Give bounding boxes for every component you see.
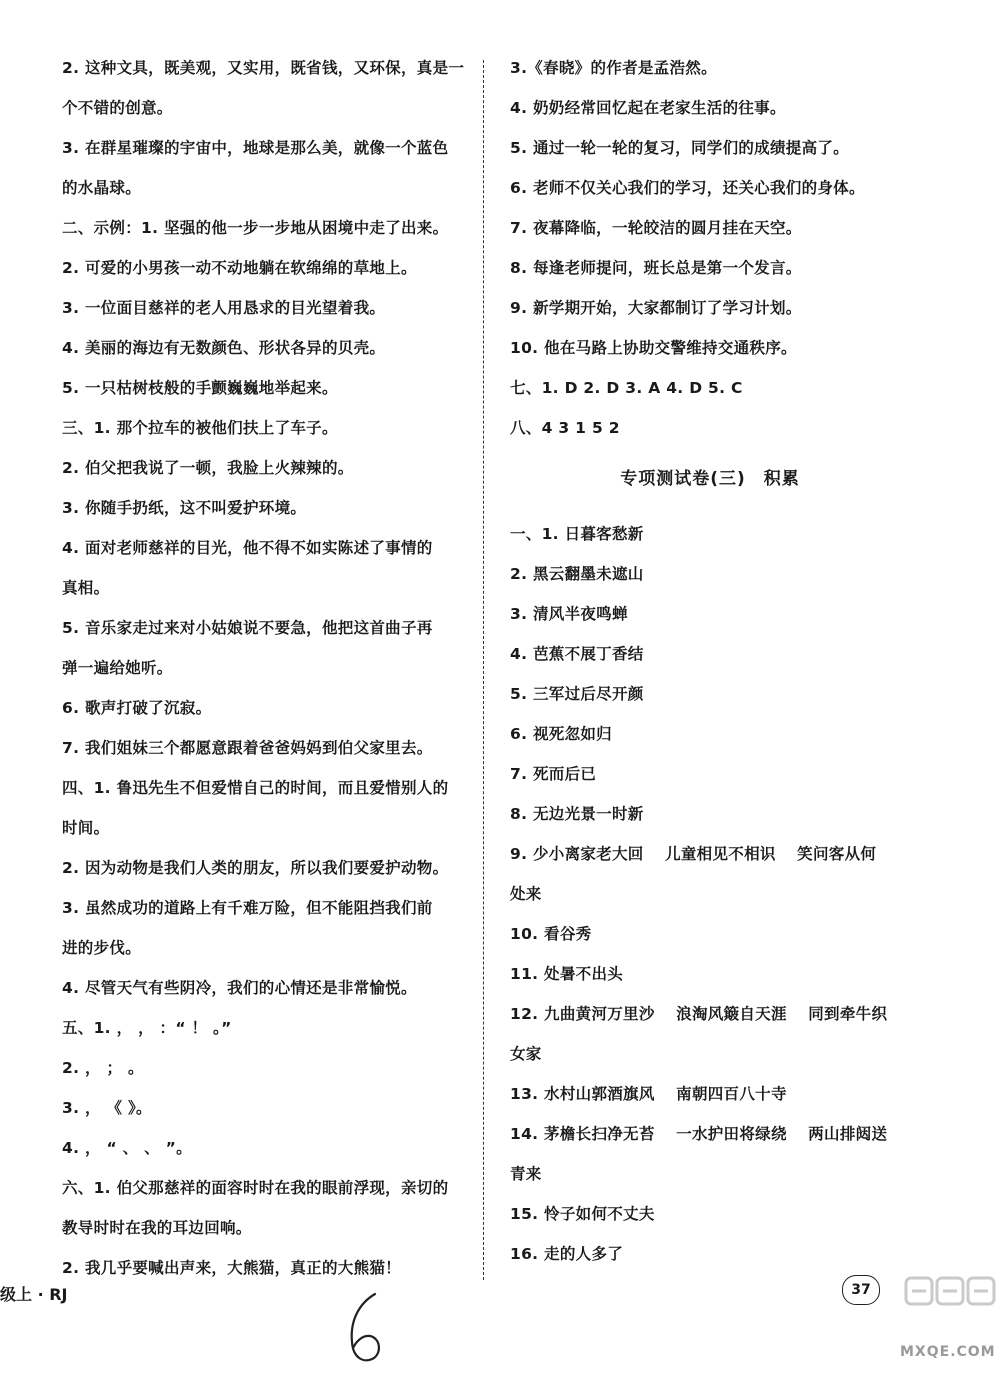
answer-line: 2. 可爱的小男孩一动不动地躺在软绵绵的草地上。: [62, 259, 417, 277]
answer-line: 八、4 3 1 5 2: [510, 419, 620, 437]
answer-line: 3. 一位面目慈祥的老人用恳求的目光望着我。: [62, 299, 386, 317]
answer-line: 真相。: [62, 579, 110, 597]
answer-line: 4. 芭蕉不展丁香结: [510, 645, 644, 663]
answer-line: 进的步伐。: [62, 939, 142, 957]
answer-line: 10. 他在马路上协助交警维持交通秩序。: [510, 339, 797, 357]
left-column: [62, 48, 465, 1288]
answer-line: 10. 看谷秀: [510, 925, 592, 943]
answer-line: 七、1. D 2. D 3. A 4. D 5. C: [510, 379, 743, 397]
footer-grade-label: 级上 · RJ: [0, 1285, 68, 1304]
handwritten-mark: [320, 1290, 410, 1370]
answer-line: 四、1. 鲁迅先生不但爱惜自己的时间，而且爱惜别人的: [62, 779, 449, 797]
answer-line: 6. 歌声打破了沉寂。: [62, 699, 212, 717]
answer-line: 3. 你随手扔纸，这不叫爱护环境。: [62, 499, 307, 517]
answer-line: 五、1. ， ， ：“ ！ 。”: [62, 1019, 232, 1037]
answer-line: 4. 美丽的海边有无数颜色、形状各异的贝壳。: [62, 339, 386, 357]
right-column: [510, 48, 910, 1274]
answer-line: 青来: [510, 1165, 542, 1183]
page-number: 37: [842, 1275, 880, 1305]
answer-line: 一、1. 日暮客愁新: [510, 525, 644, 543]
answer-line: 5. 音乐家走过来对小姑娘说不要急，他把这首曲子再: [62, 619, 433, 637]
watermark-logo-icon: [900, 1270, 1000, 1377]
answer-line: 3.《春晓》的作者是孟浩然。: [510, 59, 717, 77]
answer-line: 15. 怜子如何不丈夫: [510, 1205, 655, 1223]
answer-line: 3. 在群星璀璨的宇宙中，地球是那么美，就像一个蓝色: [62, 139, 449, 157]
answer-line: 13. 水村山郭酒旗风 南朝四百八十寺: [510, 1085, 787, 1103]
answer-line: 4. 面对老师慈祥的目光，他不得不如实陈述了事情的: [62, 539, 433, 557]
answer-line: 三、1. 那个拉车的被他们扶上了车子。: [62, 419, 338, 437]
answer-line: 5. 三军过后尽开颜: [510, 685, 644, 703]
answer-line: 个不错的创意。: [62, 99, 173, 117]
answer-line: 7. 夜幕降临，一轮皎洁的圆月挂在天空。: [510, 219, 802, 237]
answer-line: 二、示例：1. 坚强的他一步一步地从困境中走了出来。: [62, 219, 449, 237]
answer-line: 3. 虽然成功的道路上有千难万险，但不能阻挡我们前: [62, 899, 433, 917]
answer-line: 3. ， 《 》。: [62, 1099, 152, 1117]
answer-line: 2. ， ； 。: [62, 1059, 144, 1077]
answer-line: 处来: [510, 885, 542, 903]
answer-line: 9. 新学期开始，大家都制订了学习计划。: [510, 299, 802, 317]
answer-line: 6. 视死忽如归: [510, 725, 612, 743]
answer-line: 7. 我们姐妹三个都愿意跟着爸爸妈妈到伯父家里去。: [62, 739, 433, 757]
answer-line: 5. 通过一轮一轮的复习，同学们的成绩提高了。: [510, 139, 849, 157]
section-heading: 专项测试卷(三) 积累: [620, 469, 800, 489]
answer-line: 4. ， “ 、 、 ”。: [62, 1139, 192, 1157]
answer-line: 14. 茅檐长扫净无苔 一水护田将绿绕 两山排闼送: [510, 1125, 888, 1143]
answer-line: 8. 无边光景一时新: [510, 805, 644, 823]
answer-line: 2. 伯父把我说了一顿，我脸上火辣辣的。: [62, 459, 354, 477]
answer-line: 2. 这种文具，既美观，又实用，既省钱，又环保，真是一: [62, 59, 465, 77]
answer-line: 女家: [510, 1045, 542, 1063]
answer-line: 的水晶球。: [62, 179, 142, 197]
answer-line: 12. 九曲黄河万里沙 浪淘风簸自天涯 同到牵牛织: [510, 1005, 888, 1023]
answer-line: 时间。: [62, 819, 110, 837]
answer-line: 6. 老师不仅关心我们的学习，还关心我们的身体。: [510, 179, 865, 197]
answer-line: 5. 一只枯树枝般的手颤巍巍地举起来。: [62, 379, 338, 397]
answer-line: 教导时时在我的耳边回响。: [62, 1219, 252, 1237]
answer-line: 2. 黑云翻墨未遮山: [510, 565, 644, 583]
answer-line: 11. 处暑不出头: [510, 965, 624, 983]
answer-line: 4. 尽管天气有些阴冷，我们的心情还是非常愉悦。: [62, 979, 417, 997]
answer-line: 7. 死而后已: [510, 765, 597, 783]
answer-line: 4. 奶奶经常回忆起在老家生活的往事。: [510, 99, 786, 117]
answer-line: 8. 每逢老师提问，班长总是第一个发言。: [510, 259, 802, 277]
answer-line: 2. 我几乎要喊出声来，大熊猫，真正的大熊猫！: [62, 1259, 401, 1277]
answer-line: 2. 因为动物是我们人类的朋友，所以我们要爱护动物。: [62, 859, 449, 877]
answer-line: 9. 少小离家老大回 儿童相见不相识 笑问客从何: [510, 845, 877, 863]
answer-line: 六、1. 伯父那慈祥的面容时时在我的眼前浮现，亲切的: [62, 1179, 449, 1197]
answer-line: 16. 走的人多了: [510, 1245, 624, 1263]
column-divider: [483, 60, 484, 1280]
watermark-text: MXQE.COM: [900, 1344, 996, 1360]
answer-line: 3. 清风半夜鸣蝉: [510, 605, 628, 623]
answer-line: 弹一遍给她听。: [62, 659, 173, 677]
